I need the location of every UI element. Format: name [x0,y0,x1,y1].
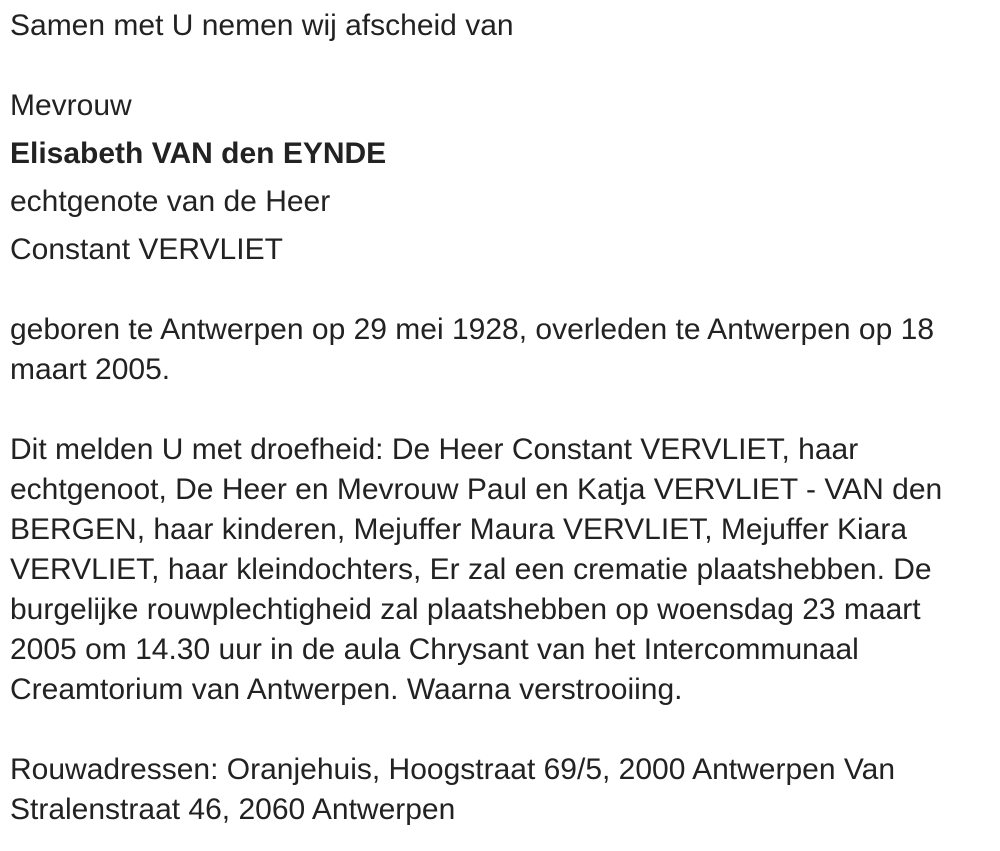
deceased-name: Elisabeth VAN den EYNDE [10,137,387,170]
life-dates-paragraph: geboren te Antwerpen op 29 mei 1928, overleden te Antwerpen op 18 maart 2005. [10,313,935,386]
salutation-line: Mevrouw [10,89,132,122]
relation-line: echtgenote van de Heer [10,185,331,218]
announcement-paragraph: Dit melden U met droefheid: De Heer Constant VERVLIET, haar echtgenoot, De Heer en Mevrouw Paul en Katja VERVLIET - VAN den BERGEN, haar kinderen, Mejuffer Maura VERVLIET, Mejuffer Kiara VERVLIET, haar kleindochters, Er zal een crematie plaatshebben. De burgelijke rouwplechtigheid zal plaatshebben op woensdag 23 maart 2005 om 14.30 uur in de aula Chrysant van het Intercommunaal Creamtorium van Antwerpen. Waarna verstrooiing. [10,433,943,706]
mourning-addresses-paragraph: Rouwadressen: Oranjehuis, Hoogstraat 69/5, 2000 Antwerpen Van Stralenstraat 46, 2060 Antwerpen [10,753,895,826]
spouse-name: Constant VERVLIET [10,233,283,266]
intro-line: Samen met U nemen wij afscheid van [10,9,514,42]
